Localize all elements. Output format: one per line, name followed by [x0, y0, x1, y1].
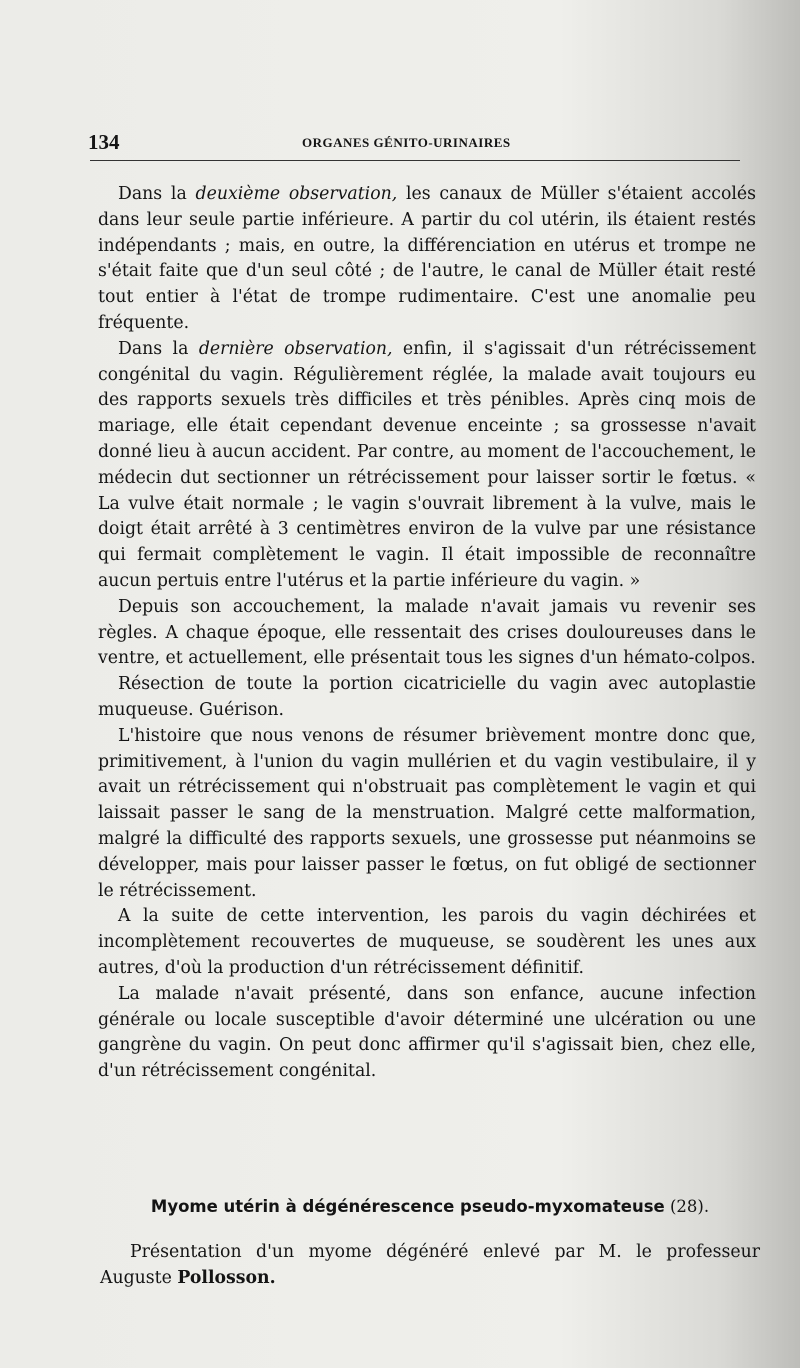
body-text	[98, 182, 756, 1085]
section-paragraph-1-text: Présentation d'un myome dégénéré enlevé par M. le professeur Auguste	[100, 1242, 760, 1288]
paragraph-3: Depuis son accouchement, la malade n'avait jamais vu revenir ses règles. A chaque époque, elle ressentait des crises douloureuses dans le ventre, et actuellement, elle présentait tous les signes d'un hémato-colpos.	[98, 596, 756, 669]
paragraph-1-lead: Dans la	[118, 184, 196, 204]
paragraph-5: L'histoire que nous venons de résumer brièvement montre donc que, primitivement, à l'union du vagin mullérien et du vagin vestibulaire, il y avait un rétrécissement qui n'obstruait pas complètement le vagin et qui laissait passer le sang de la menstruation. Malgré cette malformation, malgré la difficulté des rapports sexuels, une grossesse put néanmoins se développer, mais pour laisser passer le fœtus, on fut obligé de sectionner le rétrécissement.	[98, 725, 756, 901]
page-number: 134	[88, 130, 120, 154]
paragraph-2	[98, 337, 756, 595]
section-body	[100, 1240, 760, 1292]
running-title: ORGANES GÉNITO-URINAIRES	[302, 135, 511, 150]
paragraph-7: La malade n'avait présenté, dans son enfance, aucune infection générale ou locale susceptible d'avoir déterminé une ulcération ou une gangrène du vagin. On peut donc affirmer qu'il s'agissait bien, chez elle, d'un rétrécissement congénital.	[98, 983, 756, 1082]
paragraph-4: Résection de toute la portion cicatricielle du vagin avec autoplastie muqueuse. Guérison.	[98, 674, 756, 720]
paragraph-1-emphasis: deuxième observation,	[195, 184, 398, 204]
paragraph-2-lead: Dans la	[118, 338, 199, 359]
paragraph-2-text: enfin, il s'agissait d'un rétrécissement congénital du vagin. Régulièrement réglée, la malade avait toujours eu des rapports sexuels très difficiles et très pénibles. Après cinq mois de mariage, elle était cependant devenue enceinte ; sa grossesse n'avait donné lieu à aucun accident. Par contre, au moment de l'accouchement, le médecin dut sectionner un rétrécissement pour laisser sortir le fœtus. « La vulve était normale ; le vagin s'ouvrait librement à la vulve, mais le doigt était arrêté à 3 centimètres environ de la vulve par une résistance qui fermait complètement le vagin. Il était impossible de reconnaître aucun pertuis entre l'utérus et la partie inférieure du vagin. »	[98, 338, 756, 591]
paragraph-1	[98, 182, 756, 337]
paragraph-2-emphasis: dernière observation,	[198, 338, 393, 359]
section-paragraph-1	[100, 1240, 760, 1292]
page-header	[88, 130, 740, 160]
section-paragraph-1-name: Pollosson.	[177, 1267, 276, 1288]
section-title-text: Myome utérin à dégénérescence pseudo-myxomateuse	[150, 1197, 665, 1216]
section-title-reference: (28).	[664, 1197, 710, 1216]
section-title	[100, 1197, 760, 1216]
paragraph-1-text: les canaux de Müller s'étaient accolés dans leur seule partie inférieure. A partir du col utérin, ils étaient restés indépendants ; mais, en outre, la différenciation en utérus et trompe ne s'était faite que d'un seul côté ; de l'autre, le canal de Müller était resté tout entier à l'état de trompe rudimentaire. C'est une anomalie peu fréquente.	[98, 184, 756, 333]
header-rule	[90, 160, 740, 161]
paragraph-6: A la suite de cette intervention, les parois du vagin déchirées et incomplètement recouvertes de muqueuse, se soudèrent les unes aux autres, d'où la production d'un rétrécissement définitif.	[98, 906, 756, 978]
